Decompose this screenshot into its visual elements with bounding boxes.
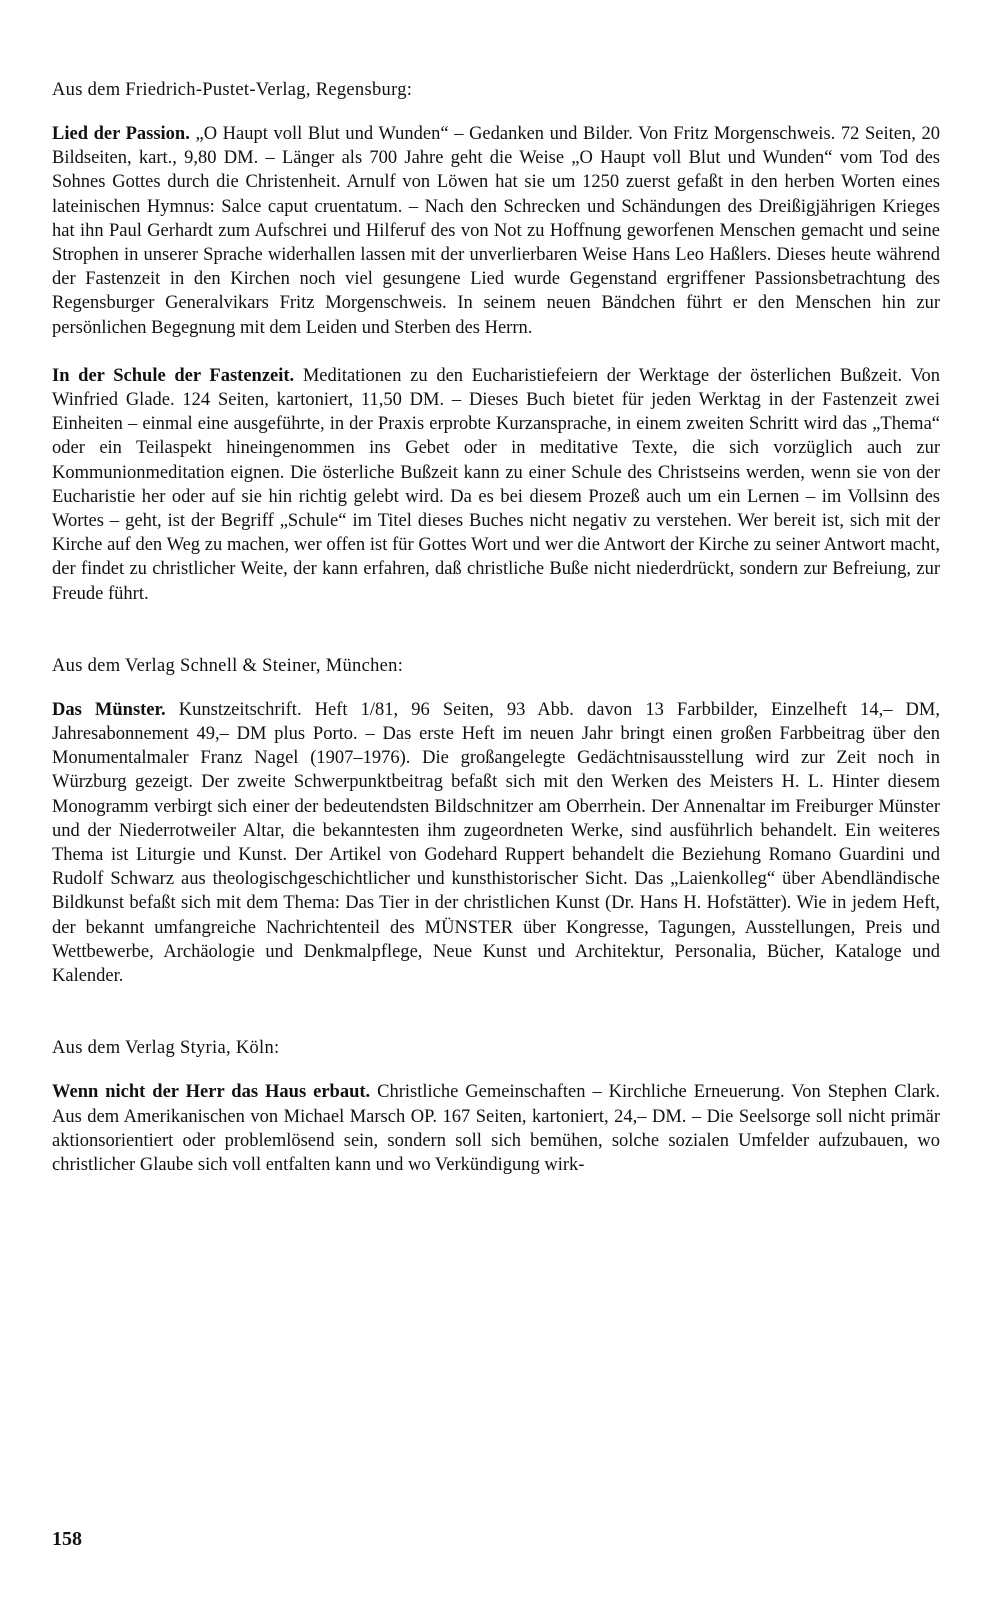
review-text: Kunstzeitschrift. Heft 1/81, 96 Seiten, 93 Abb. davon 13 Farbbilder, Einzelheft 14,– DM, Jahresabonnement 49,– DM plus Porto. – Das erste Heft im neuen Jahr bringt einen großen Farbbeitrag über den Monumentalmaler Franz Nagel (1907–1976). Die großangelegte Gedächtnisausstellung wird zur Zeit noch in Würzburg gezeigt. Der zweite Schwerpunktbeitrag befaßt sich mit den Werken des Meisters H. L. Hinter diesem Monogramm verbirgt sich einer der bedeutendsten Bildschnitzer am Oberrhein. Der Annenaltar im Freiburger Münster und der Niederrotweiler Altar, die bekanntesten ihm zugeordneten Werke, sind ausführlich behandelt. Ein weiteres Thema ist Liturgie und Kunst. Der Artikel von Godehard Ruppert behandelt die Beziehung Romano Guardini und Rudolf Schwarz aus theologischgeschichtlicher und kunsthistorischer Sicht. Das „Laienkolleg“ über Abendländische Bildkunst befaßt sich mit dem Thema: Das Tier in der christlichen Kunst (Dr. Hans H. Hofstätter). Wie in jedem Heft, der bekannt umfangreiche Nachrichtenteil des MÜNSTER über Kongresse, Tagungen, Ausstellungen, Preis und Wettbewerbe, Archäologie und Denkmalpflege, Neue Kunst und Architektur, Personalia, Bücher, Kataloge und Kalender. (52, 699, 940, 987)
review-entry (52, 122, 940, 340)
book-title: Wenn nicht der Herr das Haus erbaut. (52, 1082, 371, 1103)
review-text: „O Haupt voll Blut und Wunden“ – Gedanken und Bilder. Von Fritz Morgenschweis. 72 Seiten, 20 Bildseiten, kart., 9,80 DM. – Länger als 700 Jahre geht die Weise „O Haupt voll Blut und Wunden“ vom Tod des Sohnes Gottes durch die Christenheit. Arnulf von Löwen hat sie um 1250 zuerst gefaßt in den herben Worten eines lateinischen Hymnus: Salce caput cruentatum. – Nach den Schrecken und Schändungen des Dreißigjährigen Krieges hat ihn Paul Gerhardt zum Aufschrei und Hilferuf des von Not zu Hoffnung geworfenen Menschen gemacht und seine Strophen in unserer Sprache widerhallen lassen mit der unverlierbaren Weise Hans Leo Haßlers. Dieses heute während der Fastenzeit in den Kirchen noch viel gesungene Lied wurde Gegenstand ergriffener Passionsbetrachtung des Regensburger Generalvikars Fritz Morgenschweis. In seinem neuen Bändchen führt er den Menschen hin zur persönlichen Begegnung mit dem Leiden und Sterben des Herrn. (52, 124, 940, 338)
review-entry (52, 698, 940, 988)
page-number: 158 (52, 1528, 82, 1550)
publisher-heading: Aus dem Verlag Schnell & Steiner, München: (52, 655, 404, 676)
review-entry (52, 1080, 940, 1177)
publisher-heading: Aus dem Verlag Styria, Köln: (52, 1038, 280, 1059)
book-title: Lied der Passion. (52, 124, 190, 144)
publisher-heading: Aus dem Friedrich-Pustet-Verlag, Regensburg: (52, 80, 413, 100)
review-text: Christliche Gemeinschaften – Kirchliche Erneuerung. Von Stephen Clark. Aus dem Amerikanischen von Michael Marsch OP. 167 Seiten, kartoniert, 24,– DM. – Die Seelsorge soll nicht primär aktionsorientiert oder problemlösend sein, sondern soll sich bemühen, solche sozialen Umfelder aufzubauen, wo christlicher Glaube sich voll entfalten kann und wo Verkündigung wirk- (52, 1082, 941, 1175)
review-entry (52, 364, 940, 606)
page-body (52, 78, 940, 1177)
book-title: In der Schule der Fastenzeit. (52, 365, 295, 386)
review-text: Meditationen zu den Eucharistiefeiern der Werktage der österlichen Bußzeit. Von Winfried Glade. 124 Seiten, kartoniert, 11,50 DM. – Dieses Buch bietet für jeden Werktag in der Fastenzeit zwei Einheiten – einmal eine ausgeführte, in der Praxis erprobte Kurzansprache, in einem zweiten Schritt wird das „Thema“ oder ein Teilaspekt hineingenommen ins Gebet oder in meditative Texte, die sich vorzüglich auch zur Kommunionmeditation eignen. Die österliche Bußzeit kann zu einer Schule des Christseins werden, wenn sie von der Eucharistie her oder auf sie hin richtig gelebt wird. Da es bei diesem Prozeß auch um ein Lernen – im Vollsinn des Wortes – geht, ist der Begriff „Schule“ im Titel dieses Buches nicht negativ zu verstehen. Wer bereit ist, sich mit der Kirche auf den Weg zu machen, wer offen ist für Gottes Wort und wer die Antwort der Kirche zu seiner Antwort macht, der findet zu christlicher Weite, der kann erfahren, daß christliche Buße nicht niederdrückt, sondern zur Befreiung, zur Freude führt. (52, 365, 940, 604)
book-title: Das Münster. (52, 699, 166, 720)
